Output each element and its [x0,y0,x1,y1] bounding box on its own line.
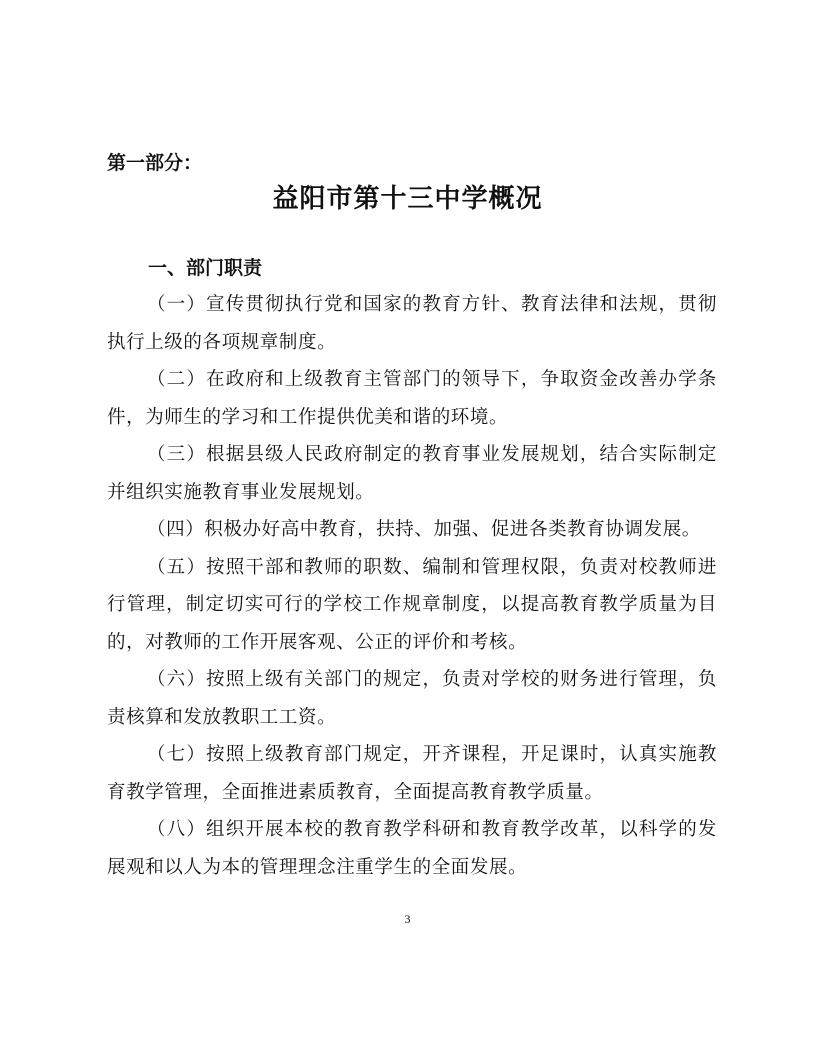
duty-item-4: （四）积极办好高中教育，扶持、加强、促进各类教育协调发展。 [147,519,701,540]
duty-item-3: （三）根据县级人民政府制定的教育事业发展规划，结合实际制定并组织实施教育事业发展规划。 [107,444,717,503]
duty-item-6: （六）按照上级有关部门的规定，负责对学校的财务进行管理，负责核算和发放教职工工资。 [107,669,717,728]
duty-item-7: （七）按照上级教育部门规定，开齐课程，开足课时，认真实施教育教学管理，全面推进素质教育，全面提高教育教学质量。 [107,744,717,803]
duty-item-5: （五）按照干部和教师的职数、编制和管理权限，负责对校教师进行管理，制定切实可行的学校工作规章制度，以提高教育教学质量为目的，对教师的工作开展客观、公正的评价和考核。 [107,556,717,653]
part-label: 第一部分： [107,152,203,174]
section-heading: 一、部门职责 [148,257,263,279]
duty-item-8: （八）组织开展本校的教育教学科研和教育教学改革，以科学的发展观和以人为本的管理理念注重学生的全面发展。 [107,819,717,878]
document-title: 益阳市第十三中学概况 [272,184,543,214]
page-number: 3 [404,912,411,926]
duty-item-2: （二）在政府和上级教育主管部门的领导下，争取资金改善办学条件，为师生的学习和工作提供优美和谐的环境。 [107,369,717,428]
duty-list [107,286,717,886]
duty-item-1: （一）宣传贯彻执行党和国家的教育方针、教育法律和法规，贯彻执行上级的各项规章制度。 [107,294,717,353]
